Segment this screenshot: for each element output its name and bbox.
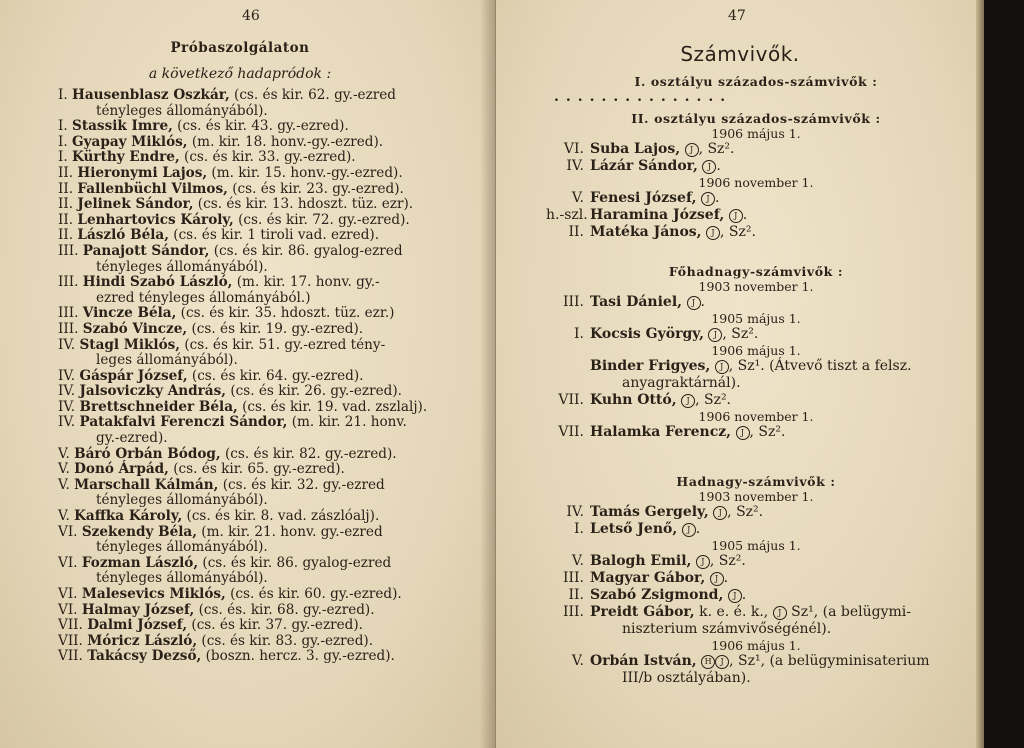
rank-label: IV. (58, 367, 76, 384)
list-item (58, 525, 468, 541)
person-name: Lenhartovics Károly, (77, 211, 234, 228)
note-continued: anyagraktárnál). (622, 375, 741, 391)
section-heading: I. osztályu százados-számvivők : (634, 74, 878, 89)
circled-j-icon: J (701, 192, 715, 206)
list-item (546, 587, 966, 604)
circled-j-icon: J (715, 360, 729, 374)
circled-h-icon: H (701, 655, 715, 669)
unit-detail: (cs. és kir. 64. gy.-ezred). (191, 367, 364, 384)
rank-label: III. (58, 274, 79, 291)
omission-dots: ............... (554, 89, 733, 105)
circled-j-icon: J (702, 160, 716, 174)
rank-label: VII. (58, 648, 83, 665)
person-name: Halmay József, (81, 601, 195, 618)
unit-detail: (cs. és kir. 26. gy.-ezred). (230, 383, 402, 400)
person-name: Fallenbüchl Vilmos, (77, 180, 228, 197)
qualification-text: , Sz². (698, 141, 735, 157)
entry-list (546, 126, 966, 241)
list-item (58, 400, 468, 416)
person-name: Balogh Emil, (590, 553, 692, 569)
list-item (58, 150, 468, 166)
section-senior-lieutenant (546, 264, 966, 441)
list-item (58, 119, 468, 135)
unit-detail: (cs. és kir. 72. gy.-ezred). (238, 211, 410, 228)
person-name: Malesevics Miklós, (81, 586, 226, 602)
list-item (58, 275, 468, 291)
person-name: Tasi Dániel, (590, 294, 683, 310)
person-name: Tamás Gergely, (590, 504, 709, 520)
rank-label: VII. (58, 632, 83, 649)
list-item (58, 462, 468, 478)
list-item (58, 415, 468, 431)
rank-label: VII. (558, 424, 584, 440)
list-item (58, 213, 468, 229)
qualification-text: . (700, 294, 705, 310)
qualification-text: , Sz². (722, 326, 759, 342)
person-name: Gyapay Miklós, (72, 133, 188, 150)
entry-list (58, 88, 468, 665)
circled-j-icon: J (687, 296, 701, 310)
rank-label: IV. (58, 398, 76, 415)
rank-label: VI. (58, 601, 78, 618)
unit-detail-continued: tényleges állományából). (96, 492, 268, 509)
qualification-text: . (723, 570, 729, 586)
person-name: Jalsoviczky András, (79, 383, 226, 400)
person-name: Preidt Gábor, (590, 604, 695, 620)
rank-label: IV. (566, 504, 584, 520)
section-first-class (546, 74, 966, 241)
person-name: Gáspár József, (79, 367, 188, 384)
person-name: Donó Árpád, (74, 461, 169, 478)
person-name: Hindi Szabó László, (82, 274, 233, 291)
qualification-text: , Sz². (749, 424, 786, 440)
list-item (546, 224, 966, 241)
unit-detail: (cs. és kir. 43. gy.-ezred). (177, 118, 349, 135)
unit-detail: (m. kir. 21. honv. gy.-ezred (201, 523, 383, 540)
circled-j-icon: J (713, 506, 727, 520)
list-item (58, 603, 468, 619)
person-name: Orbán István, (590, 653, 697, 669)
list-item (546, 358, 966, 375)
person-name: Patakfalvi Ferenczi Sándor, (79, 414, 288, 431)
person-name: Magyar Gábor, (590, 570, 706, 586)
list-item (58, 587, 468, 603)
page-number-right: 47 (728, 8, 746, 24)
circled-j-icon: J (706, 226, 720, 240)
rank-label: V. (58, 508, 70, 525)
rank-label: I. (58, 133, 68, 150)
person-name: Letső Jenő, (590, 521, 678, 537)
rank-label: IV. (58, 336, 76, 353)
list-item (546, 326, 966, 343)
list-item (58, 447, 468, 463)
date-line: 1905 május 1. (711, 311, 801, 326)
rank-label: VI. (58, 586, 78, 602)
list-item (546, 424, 966, 441)
unit-detail-continued: leges állományából). (96, 352, 238, 369)
person-name: Matéka János, (590, 224, 702, 240)
person-name: Marschall Kálmán, (74, 476, 219, 493)
unit-detail: (cs. és kir. 62. gy.-ezred (234, 87, 397, 103)
person-name: Takácsy Dezső, (87, 648, 202, 665)
qualification-text: . (695, 521, 701, 537)
unit-detail: (cs. és kir. 32. gy.-ezred (222, 476, 385, 493)
person-name: Kuhn Ottó, (590, 392, 677, 408)
unit-detail-continued: ezred tényleges állományából.) (96, 289, 311, 306)
person-name: Stagl Miklós, (79, 336, 181, 353)
circled-j-icon: J (773, 606, 787, 620)
person-name: Kocsis György, (590, 326, 704, 342)
list-item (58, 634, 468, 650)
list-item (58, 384, 468, 400)
rank-label: II. (58, 227, 74, 244)
qualification-text: , Sz². (727, 504, 764, 520)
list-item (58, 182, 468, 198)
rank-label: III. (562, 604, 584, 620)
rank-label: V. (571, 190, 584, 206)
unit-detail: (cs. és kir. 33. gy.-ezred). (184, 149, 356, 166)
unit-detail: (cs. és kir. 82. gy.-ezred). (224, 445, 397, 462)
note-text: k. e. é. k., (699, 604, 773, 620)
rank-label: VI. (58, 554, 78, 571)
list-item (58, 649, 468, 665)
list-item (546, 653, 966, 670)
unit-detail-continued: tényleges állományából). (96, 539, 268, 556)
rank-label: V. (58, 476, 70, 493)
rank-label: V. (571, 653, 584, 669)
rank-label: VII. (558, 392, 584, 408)
book-edge (984, 0, 1024, 748)
rank-label: III. (58, 320, 79, 337)
qualification-text: . (741, 587, 747, 603)
list-item (546, 521, 966, 538)
date-line: 1906 november 1. (698, 175, 814, 190)
person-name: Báró Orbán Bódog, (74, 445, 221, 462)
person-name: Dalmi József, (87, 617, 188, 634)
list-item (546, 207, 966, 224)
qualification-text: , Sz¹, (a belügyminisaterium (729, 653, 930, 669)
unit-detail: (cs. és kir. 65. gy.-ezred). (173, 461, 345, 478)
rank-label: III. (562, 570, 584, 586)
unit-detail: (cs. és kir. 23. gy.-ezred). (232, 180, 404, 197)
rank-label: I. (58, 118, 68, 135)
rank-label: II. (58, 180, 74, 197)
list-item (58, 135, 468, 151)
unit-detail: (cs. és kir. 13. hdoszt. tüz. ezr). (197, 196, 414, 213)
person-name: Binder Frigyes, (590, 358, 711, 374)
list-item (546, 294, 966, 311)
qualification-text: . (714, 190, 720, 206)
unit-detail: (cs. és kir. 83. gy.-ezred). (201, 632, 374, 649)
page-number-left: 46 (242, 8, 260, 24)
rank-label: II. (58, 211, 74, 228)
date-line: 1906 május 1. (711, 126, 801, 141)
section-heading: II. osztályu százados-számvivők : (631, 111, 881, 126)
rank-label: III. (58, 305, 79, 322)
rank-label: IV. (58, 383, 76, 400)
circled-j-icon: J (728, 589, 742, 603)
list-item (58, 478, 468, 494)
unit-detail: (m. kir. 17. honv. gy.- (236, 274, 380, 291)
unit-detail: (boszn. hercz. 3. gy.-ezred). (205, 648, 395, 665)
list-item (546, 141, 966, 158)
circled-j-icon: J (708, 328, 722, 342)
section-lieutenant (546, 474, 966, 687)
rank-label: II. (568, 587, 584, 603)
person-name: Fozman László, (81, 554, 199, 571)
circled-j-icon: J (715, 655, 729, 669)
qualification-text: . (742, 207, 748, 223)
rank-label: II. (58, 196, 74, 213)
list-item (58, 166, 468, 182)
circled-j-icon: J (681, 394, 695, 408)
person-name: Hieronymi Lajos, (77, 164, 208, 181)
person-name: Szekendy Béla, (81, 523, 197, 540)
rank-label: V. (571, 553, 584, 569)
unit-detail: (cs. és kir. 8. vad. zászlóalj). (186, 508, 380, 525)
date-line: 1903 november 1. (698, 279, 814, 294)
list-item (546, 570, 966, 587)
rank-label: I. (58, 87, 68, 103)
list-item (58, 322, 468, 338)
list-item (546, 392, 966, 409)
person-name: Kürthy Endre, (72, 149, 180, 166)
qualification-text: , Sz². (695, 392, 732, 408)
rank-label: IV. (58, 414, 76, 431)
note-continued: niszterium számvivőségénél). (622, 621, 832, 637)
unit-detail: (cs. és kir. 86. gyalog-ezred (202, 554, 392, 571)
unit-detail: (cs. és kir. 86. gyalog-ezred (213, 242, 403, 259)
list-item (546, 158, 966, 175)
date-line: 1906 május 1. (711, 343, 801, 358)
date-line: 1905 május 1. (711, 538, 801, 553)
page-title: Számvivők. (680, 42, 800, 66)
circled-j-icon: J (696, 555, 710, 569)
unit-detail-continued: gy.-ezred). (96, 430, 168, 447)
qualification-text: , Sz². (720, 224, 756, 240)
unit-detail: (cs. és kir. 60. gy.-ezred). (230, 586, 402, 602)
unit-detail: (cs. és kir. 35. hdoszt. tüz. ezr.) (180, 305, 395, 322)
circled-j-icon: J (682, 523, 696, 537)
left-page (0, 0, 496, 748)
qualification-text: , Sz¹. (Átvevő tiszt a felsz. (728, 358, 912, 374)
rank-label: V. (58, 445, 70, 462)
rank-label: h.-szl. (546, 207, 588, 223)
list-item (58, 338, 468, 354)
list-item (58, 556, 468, 572)
list-item (58, 197, 468, 213)
entry-list (546, 279, 966, 441)
section-heading: Főhadnagy-számvivők : (668, 264, 844, 279)
rank-label: I. (574, 326, 584, 342)
note-continued: III/b osztályában). (622, 670, 751, 686)
person-name: Hausenblasz Oszkár, (72, 87, 230, 103)
person-name: Haramina József, (590, 207, 725, 223)
rank-label: VI. (563, 141, 584, 157)
person-name: Lázár Sándor, (590, 158, 698, 174)
person-name: Suba Lajos, (590, 141, 681, 157)
unit-detail: (cs. és kir. 37. gy.-ezred). (191, 617, 364, 634)
date-line: 1903 november 1. (698, 489, 814, 504)
person-name: Móricz László, (87, 632, 198, 649)
list-item (58, 618, 468, 634)
list-item (546, 504, 966, 521)
unit-detail: (cs. és kir. 1 tiroli vad. ezred). (173, 227, 380, 244)
person-name: Szabó Zsigmond, (590, 587, 724, 603)
unit-detail: (cs. és kir. 19. vad. zszlalj). (242, 398, 428, 415)
person-name: Fenesi József, (590, 190, 697, 206)
unit-detail: (cs. és kir. 19. gy.-ezred). (191, 320, 364, 337)
person-name: Panajott Sándor, (82, 242, 210, 259)
rank-label: I. (574, 521, 584, 537)
rank-label: II. (568, 224, 584, 240)
person-name: Halamka Ferencz, (590, 424, 732, 440)
date-line: 1906 május 1. (711, 638, 801, 653)
unit-detail: (cs. és. kir. 68. gy.-ezred). (198, 601, 375, 618)
circled-j-icon: J (685, 143, 699, 157)
list-item (58, 88, 468, 104)
section-heading: Próbaszolgálaton (170, 40, 310, 56)
person-name: Vincze Béla, (82, 305, 177, 322)
rank-label: VI. (58, 523, 78, 540)
list-item (58, 244, 468, 260)
rank-label: VII. (58, 617, 83, 634)
unit-detail: (cs. és kir. 51. gy.-ezred tény- (184, 336, 386, 353)
section-heading: Hadnagy-számvivők : (676, 474, 836, 489)
date-line: 1906 november 1. (698, 409, 814, 424)
rank-label: IV. (566, 158, 584, 174)
circled-j-icon: J (736, 426, 750, 440)
rank-label: V. (58, 461, 70, 478)
unit-detail-continued: tényleges állományából). (96, 102, 268, 119)
list-item (58, 509, 468, 525)
rank-label: III. (562, 294, 584, 310)
person-name: Kaffka Károly, (74, 508, 183, 525)
rank-label: III. (58, 242, 79, 259)
circled-j-icon: J (710, 572, 724, 586)
list-item (58, 306, 468, 322)
list-item (546, 553, 966, 570)
entry-list (546, 489, 966, 687)
right-page (496, 0, 984, 748)
qualification-text: Sz¹, (a belügymi- (786, 604, 911, 620)
person-name: Brettschneider Béla, (79, 398, 238, 415)
list-item (546, 604, 966, 621)
rank-label: II. (58, 164, 74, 181)
unit-detail-continued: tényleges állományából). (96, 258, 268, 275)
qualification-text: . (716, 158, 721, 174)
rank-label: I. (58, 149, 68, 166)
person-name: Szabó Vincze, (82, 320, 188, 337)
unit-detail-continued: tényleges állományából). (96, 570, 268, 587)
section-subheading: a következő hadapródok : (148, 66, 332, 82)
list-item (58, 228, 468, 244)
person-name: László Béla, (77, 227, 169, 244)
unit-detail: (m. kir. 18. honv.-gy.-ezred). (191, 133, 384, 150)
unit-detail: (m. kir. 15. honv.-gy.-ezred). (211, 164, 403, 181)
person-name: Jelinek Sándor, (77, 196, 194, 213)
person-name: Stassik Imre, (72, 118, 173, 135)
qualification-text: , Sz². (709, 553, 746, 569)
circled-j-icon: J (729, 209, 743, 223)
unit-detail: (m. kir. 21. honv. (291, 414, 407, 431)
list-item (546, 190, 966, 207)
list-item (58, 369, 468, 385)
